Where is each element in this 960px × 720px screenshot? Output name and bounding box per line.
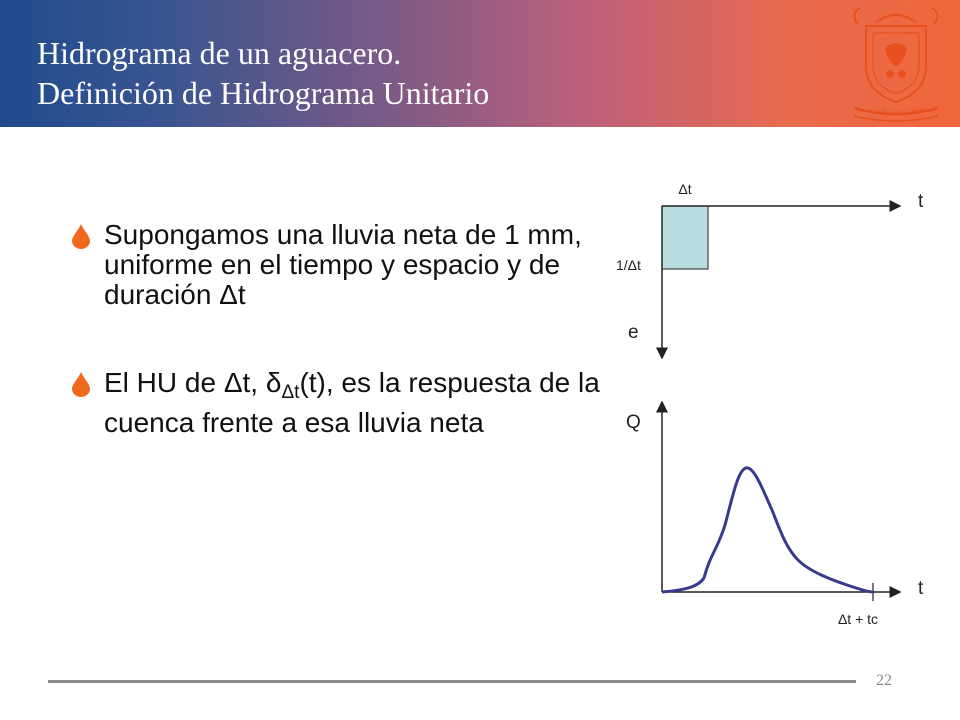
drop-icon xyxy=(70,371,92,397)
university-crest-logo xyxy=(846,4,946,122)
hyetograph-x-label: t xyxy=(918,191,924,212)
crest-motto-3: NOSTRA xyxy=(910,109,931,114)
hydrograph-figure xyxy=(600,170,940,640)
bullet-list xyxy=(70,220,610,496)
title-line-2: Definición de Hidrograma Unitario xyxy=(37,75,490,111)
duration-label: Δt xyxy=(678,181,692,197)
bullet-item-unit-hydrograph xyxy=(70,368,610,438)
page-title xyxy=(37,33,489,113)
end-time-label: Δt + tc xyxy=(837,611,879,627)
header-banner xyxy=(0,0,960,127)
bullet-item-rainfall xyxy=(70,220,610,310)
title-line-1: Hidrograma de un aguacero. xyxy=(37,35,402,71)
bullet-text-subscript: Δt xyxy=(281,382,300,403)
hydrograph-curve xyxy=(662,468,873,592)
bullet-text-rainfall: Supongamos una lluvia neta de 1 mm, uniforme en el tiempo y espacio y de duración Δt xyxy=(104,219,582,310)
bullet-text-pre: El HU de Δt, δ xyxy=(104,367,282,398)
bullet-text-post: (t), es la respuesta de la cuenca frente a esa lluvia neta xyxy=(104,367,600,438)
rainfall-bar xyxy=(662,206,708,269)
page-number: 22 xyxy=(876,672,892,689)
hydrograph-x-label: t xyxy=(918,578,924,599)
hyetograph-y-label: e xyxy=(628,322,639,343)
crest-motto-2: LÆTITIA xyxy=(889,111,910,116)
hydrograph-y-label: Q xyxy=(626,412,641,433)
footer-divider xyxy=(48,680,856,683)
drop-icon xyxy=(70,223,92,249)
crest-motto-1: LABOR xyxy=(870,109,887,114)
intensity-label: 1/Δt xyxy=(616,257,641,273)
